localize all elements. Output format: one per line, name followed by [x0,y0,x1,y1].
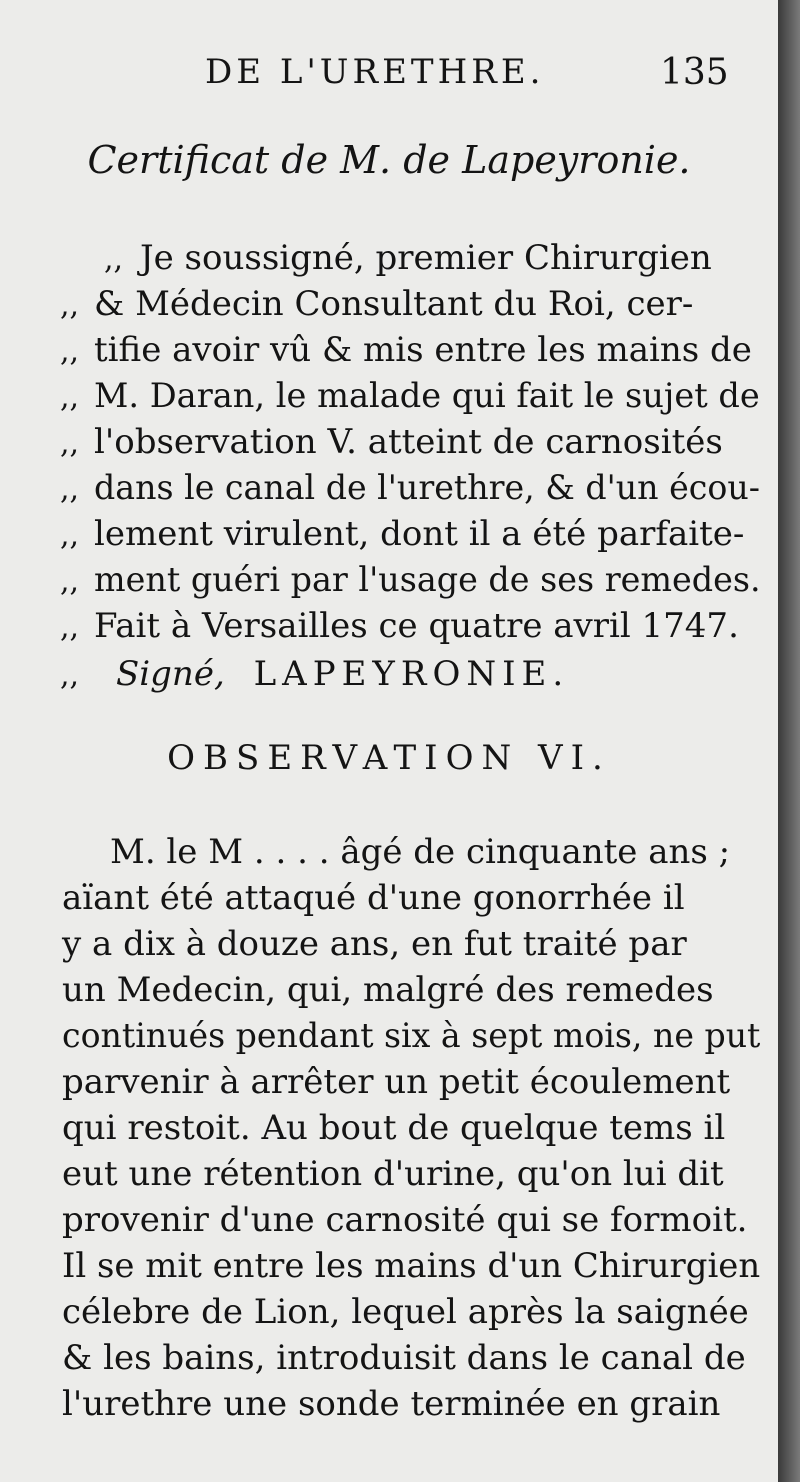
quote-mark: ,, [60,334,80,369]
certificate-line: Fait à Versailles ce quatre avril 1747. [94,606,739,646]
running-title: DE L'URETHRE. [205,52,545,92]
quote-mark: ,, [60,610,80,645]
quote-mark: ,, [60,426,80,461]
observation-line: l'urethre une sonde terminée en grain [62,1384,721,1424]
quote-mark: ,, [60,658,80,693]
observation-line: Il se mit entre les mains d'un Chirurgien [62,1246,761,1286]
certificate-line: M. Daran, le malade qui fait le sujet de [94,376,760,416]
signature: LAPEYRONIE. [253,654,570,694]
signature-line [116,652,569,696]
observation-line: continués pendant six à sept mois, ne put [62,1016,761,1056]
quote-mark: ,, [60,288,80,323]
observation-heading: OBSERVATION VI. [167,738,611,778]
observation-line: parvenir à arrêter un petit écoulement [62,1062,731,1102]
quote-mark: ,, [60,564,80,599]
page-edge-shadow [778,0,800,1482]
observation-line: célebre de Lion, lequel après la saignée [62,1292,749,1332]
observation-line: y a dix à douze ans, en fut traité par [62,924,687,964]
observation-line: un Medecin, qui, malgré des remedes [62,970,714,1010]
observation-line: M. le M . . . . âgé de cinquante ans ; [110,832,731,872]
page-number: 135 [660,52,729,93]
observation-line: provenir d'une carnosité qui se formoit. [62,1200,748,1240]
certificate-line: Je soussigné, premier Chirurgien [140,238,712,278]
quote-mark: ,, [60,380,80,415]
quote-mark: ,, [104,242,124,277]
certificate-line: tifie avoir vû & mis entre les mains de [94,330,752,370]
running-head [0,52,778,102]
observation-line: & les bains, introduisit dans le canal de [62,1338,746,1378]
certificate-line: & Médecin Consultant du Roi, cer- [94,284,694,324]
quote-mark: ,, [60,472,80,507]
observation-line: aïant été attaqué d'une gonorrhée il [62,878,685,918]
certificate-title: Certificat de M. de Lapeyronie. [87,138,691,182]
certificate-line: l'observation V. atteint de carnosités [94,422,723,462]
observation-line: eut une rétention d'urine, qu'on lui dit [62,1154,724,1194]
certificate-line: ment guéri par l'usage de ses remedes. [94,560,761,600]
certificate-line: lement virulent, dont il a été parfaite- [94,514,745,554]
signed-label: Signé, [116,654,225,694]
quote-mark: ,, [60,518,80,553]
certificate-line: dans le canal de l'urethre, & d'un écou- [94,468,761,508]
observation-line: qui restoit. Au bout de quelque tems il [62,1108,726,1148]
